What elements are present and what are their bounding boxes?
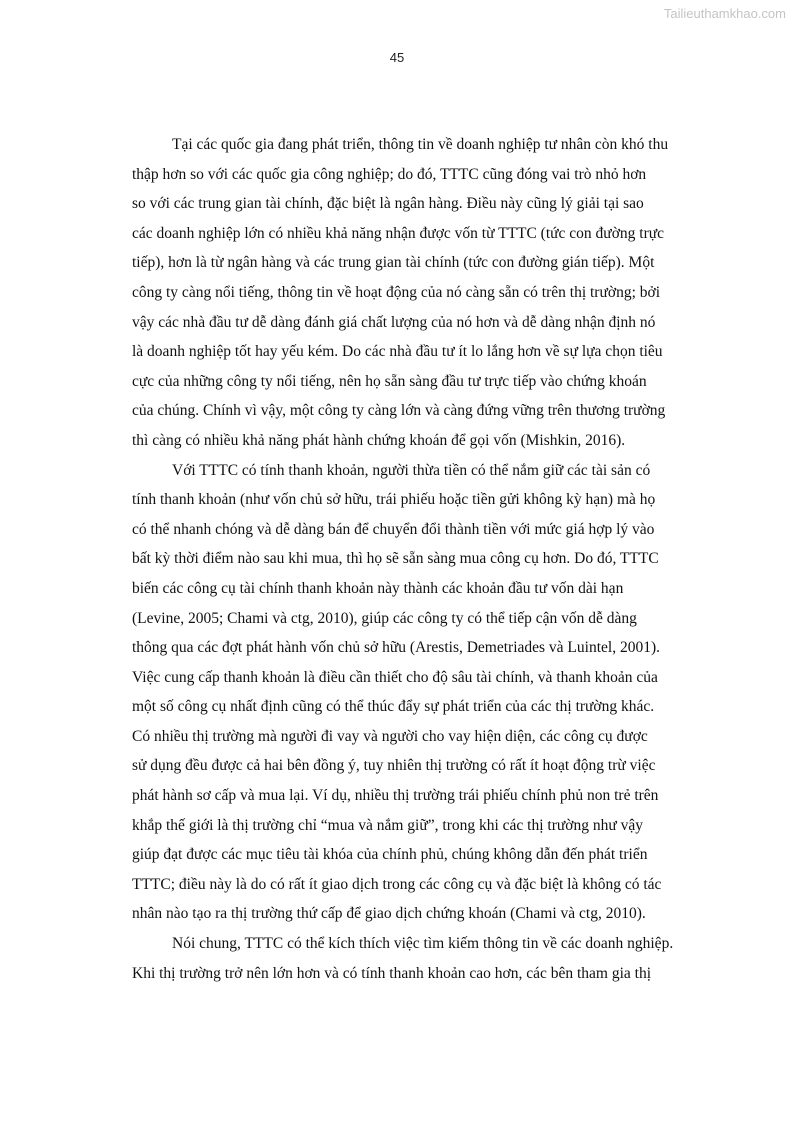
- text-line: công ty càng nổi tiếng, thông tin về hoạt động của nó càng sẵn có trên thị trường; bởi: [132, 283, 660, 301]
- paragraph: [132, 130, 718, 456]
- text-line: cực của những công ty nổi tiếng, nên họ sẵn sàng đầu tư trực tiếp vào chứng khoán: [132, 372, 647, 390]
- text-line: Khi thị trường trở nên lớn hơn và có tính thanh khoản cao hơn, các bên tham gia thị: [132, 964, 652, 982]
- text-line: giúp đạt được các mục tiêu tài khóa của chính phủ, chúng không dẫn đến phát triển: [132, 846, 648, 864]
- text-line: các doanh nghiệp lớn có nhiều khả năng nhận được vốn từ TTTC (tức con đường trực: [132, 224, 665, 242]
- paragraph: [132, 929, 718, 988]
- text-line: thông qua các đợt phát hành vốn chủ sở hữu (Arestis, Demetriades và Luintel, 2001).: [132, 639, 660, 657]
- text-line: là doanh nghiệp tốt hay yếu kém. Do các nhà đầu tư ít lo lắng hơn về sự lựa chọn tiêu: [132, 343, 663, 361]
- text-line: Việc cung cấp thanh khoản là điều cần thiết cho độ sâu tài chính, và thanh khoản của: [132, 668, 658, 686]
- text-line: tiếp), hơn là từ ngân hàng và các trung gian tài chính (tức con đường gián tiếp). Một: [132, 254, 655, 272]
- text-line: một số công cụ nhất định cũng có thể thúc đẩy sự phát triển của các thị trường khác.: [132, 698, 655, 716]
- text-line: khắp thế giới là thị trường chỉ “mua và nắm giữ”, trong khi các thị trường như vậy: [132, 816, 644, 834]
- text-line: Tại các quốc gia đang phát triển, thông tin về doanh nghiệp tư nhân còn khó thu: [172, 136, 669, 153]
- text-line: so với các trung gian tài chính, đặc biệt là ngân hàng. Điều này cũng lý giải tại sao: [132, 195, 644, 213]
- body-text: [132, 130, 718, 988]
- text-line: sử dụng đều được cả hai bên đồng ý, tuy nhiên thị trường có rất ít hoạt động trừ việc: [132, 757, 656, 775]
- text-line: vậy các nhà đầu tư dễ dàng đánh giá chất lượng của nó hơn và dễ dàng nhận định nó: [132, 313, 656, 331]
- text-line: TTTC; điều này là do có rất ít giao dịch trong các công cụ và đặc biệt là không có tác: [132, 875, 662, 893]
- watermark: Tailieuthamkhao.com: [663, 6, 786, 21]
- text-line: tính thanh khoản (như vốn chủ sở hữu, trái phiếu hoặc tiền gửi không kỳ hạn) mà họ: [132, 491, 656, 509]
- text-line: có thể nhanh chóng và dễ dàng bán để chuyển đổi thành tiền với mức giá hợp lý vào: [132, 520, 655, 538]
- text-line: biến các công cụ tài chính thanh khoản này thành các khoản đầu tư vốn dài hạn: [132, 579, 624, 597]
- paragraph: [132, 456, 718, 930]
- text-line: Nói chung, TTTC có thể kích thích việc tìm kiếm thông tin về các doanh nghiệp.: [172, 935, 674, 953]
- text-line: (Levine, 2005; Chami và ctg, 2010), giúp các công ty có thể tiếp cận vốn dễ dàng: [132, 609, 637, 627]
- text-line: Có nhiều thị trường mà người đi vay và người cho vay hiện diện, các công cụ được: [132, 727, 648, 745]
- text-line: thập hơn so với các quốc gia công nghiệp; do đó, TTTC cũng đóng vai trò nhỏ hơn: [132, 165, 647, 183]
- text-line: bất kỳ thời điểm nào sau khi mua, thì họ sẽ sẵn sàng mua công cụ hơn. Do đó, TTTC: [132, 550, 659, 568]
- text-line: nhân nào tạo ra thị trường thứ cấp để giao dịch chứng khoán (Chami và ctg, 2010).: [132, 905, 646, 923]
- text-line: Với TTTC có tính thanh khoản, người thừa tiền có thể nắm giữ các tài sản có: [172, 461, 651, 479]
- text-line: phát hành sơ cấp và mua lại. Ví dụ, nhiều thị trường trái phiếu chính phủ non trẻ trên: [132, 787, 659, 805]
- text-line: thì càng có nhiều khả năng phát hành chứng khoán để gọi vốn (Mishkin, 2016).: [132, 431, 626, 449]
- text-line: của chúng. Chính vì vậy, một công ty càng lớn và càng đứng vững trên thương trường: [132, 402, 666, 420]
- page-number: 45: [389, 50, 405, 65]
